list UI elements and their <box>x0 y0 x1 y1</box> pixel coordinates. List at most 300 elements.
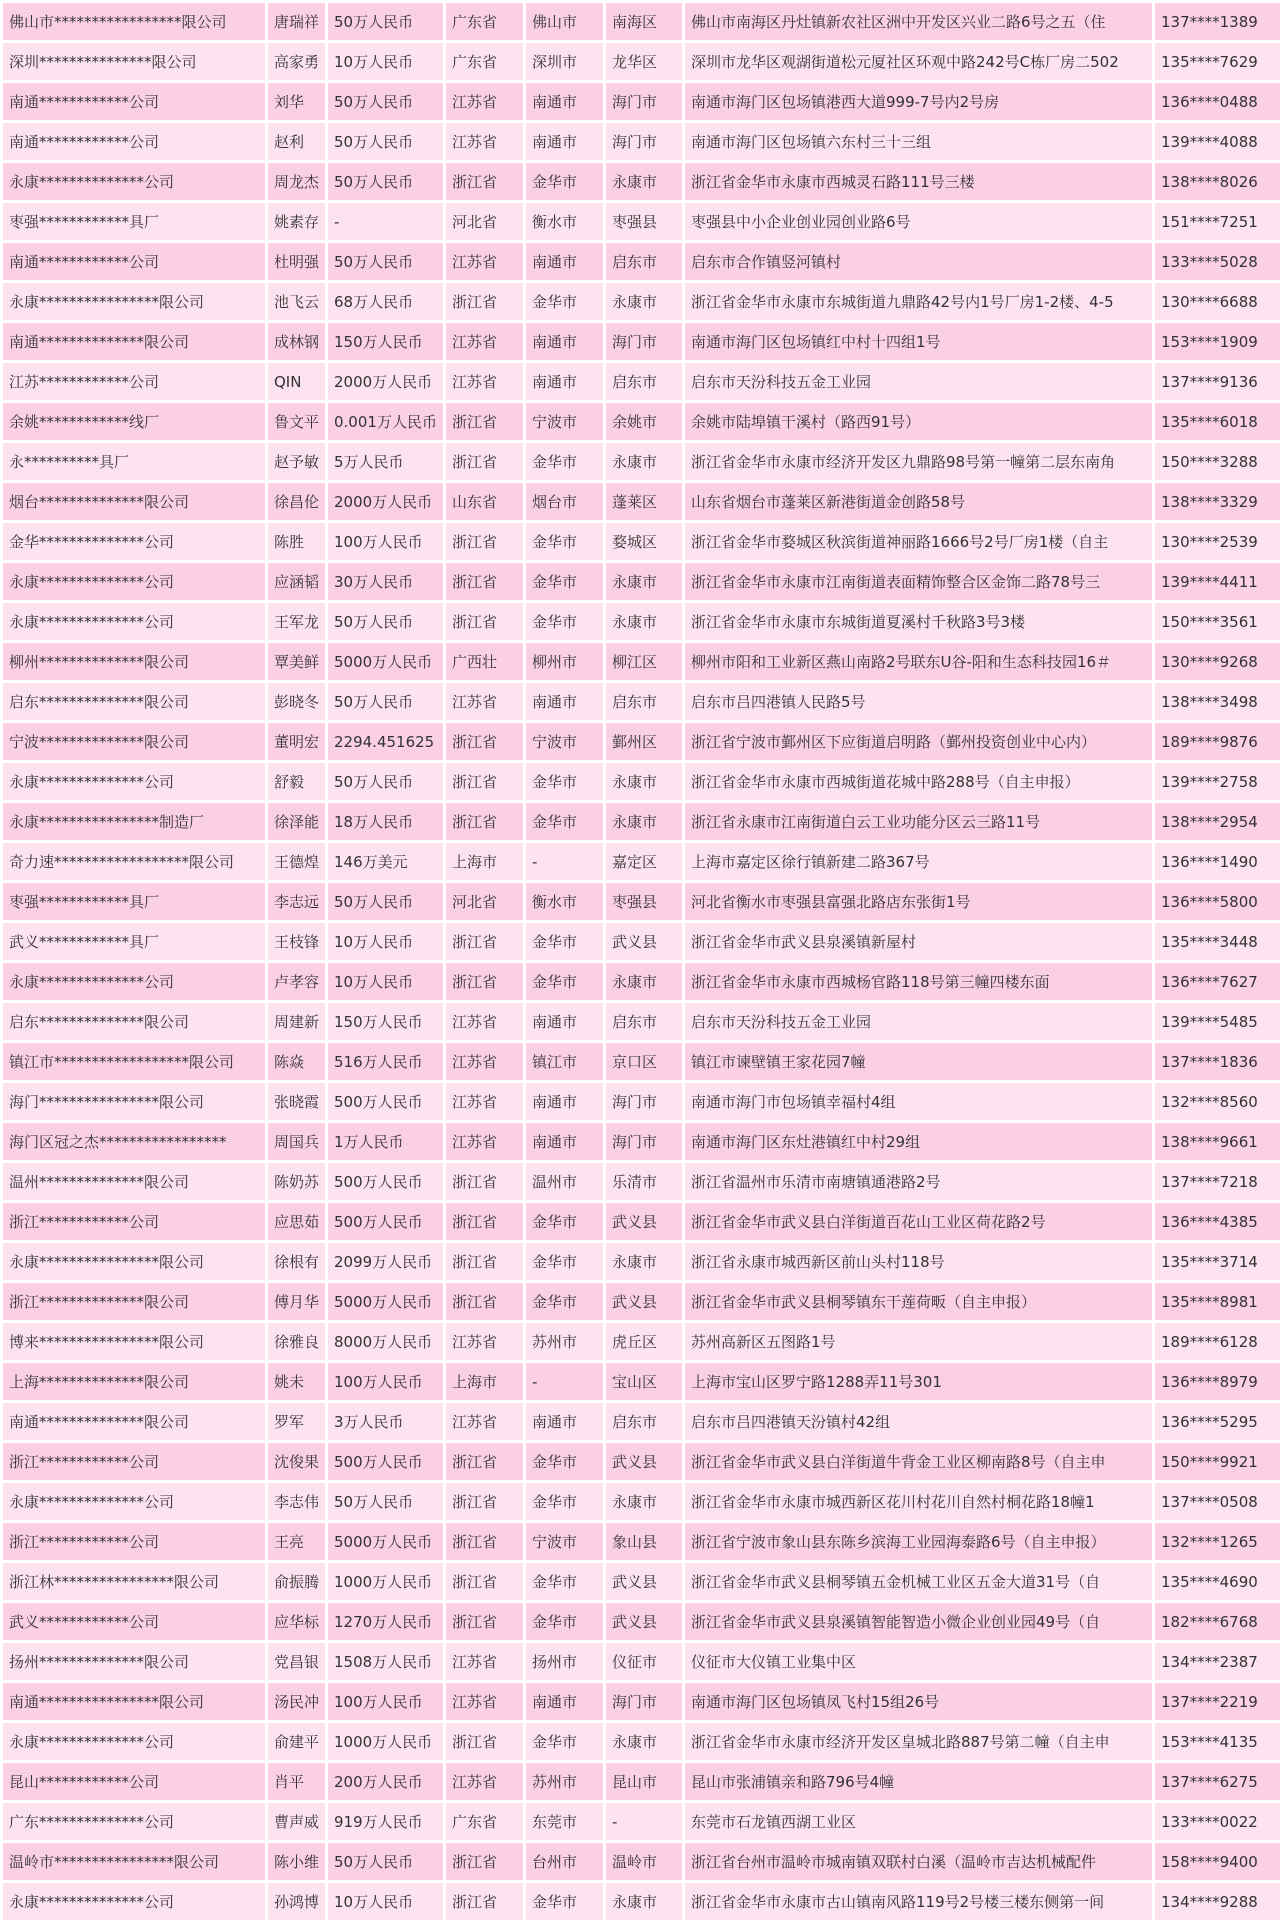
company-name-cell: 启东**************限公司 <box>2 682 267 722</box>
contact-name-cell: 陈奶苏 <box>267 1162 327 1202</box>
contact-name-cell: QIN <box>267 362 327 402</box>
registered-capital-cell: 10万人民币 <box>327 922 445 962</box>
phone-cell: 132****1265 <box>1154 1522 1280 1562</box>
city-cell: 衡水市 <box>525 882 605 922</box>
table-row <box>2 162 1280 202</box>
province-cell: 浙江省 <box>445 562 525 602</box>
city-cell: 金华市 <box>525 1202 605 1242</box>
contact-name-cell: 周国兵 <box>267 1122 327 1162</box>
district-cell: 启东市 <box>605 242 684 282</box>
company-name-cell: 余姚************线厂 <box>2 402 267 442</box>
province-cell: 江苏省 <box>445 1682 525 1722</box>
city-cell: 金华市 <box>525 162 605 202</box>
district-cell: 枣强县 <box>605 202 684 242</box>
province-cell: 浙江省 <box>445 162 525 202</box>
address-cell: 浙江省宁波市鄞州区下应街道启明路（鄞州投资创业中心内） <box>684 722 1154 762</box>
contact-name-cell: 鲁文平 <box>267 402 327 442</box>
phone-cell: 137****0508 <box>1154 1482 1280 1522</box>
contact-name-cell: 俞建平 <box>267 1722 327 1762</box>
city-cell: 金华市 <box>525 522 605 562</box>
contact-name-cell: 王军龙 <box>267 602 327 642</box>
registered-capital-cell: 1270万人民币 <box>327 1602 445 1642</box>
address-cell: 浙江省金华市永康市古山镇南风路119号2号楼三楼东侧第一间 <box>684 1882 1154 1920</box>
address-cell: 启东市吕四港镇人民路5号 <box>684 682 1154 722</box>
company-name-cell: 南通**************限公司 <box>2 1402 267 1442</box>
address-cell: 浙江省台州市温岭市城南镇双联村白溪（温岭市吉达机械配件 <box>684 1842 1154 1882</box>
province-cell: 浙江省 <box>445 1882 525 1920</box>
company-name-cell: 永康**************公司 <box>2 962 267 1002</box>
contact-name-cell: 赵予敏 <box>267 442 327 482</box>
city-cell: 金华市 <box>525 1722 605 1762</box>
phone-cell: 130****6688 <box>1154 282 1280 322</box>
table-row <box>2 522 1280 562</box>
table-row <box>2 1802 1280 1842</box>
table-row <box>2 1562 1280 1602</box>
contact-name-cell: 舒毅 <box>267 762 327 802</box>
district-cell: 武义县 <box>605 922 684 962</box>
district-cell: 南海区 <box>605 2 684 42</box>
province-cell: 江苏省 <box>445 1322 525 1362</box>
table-row <box>2 402 1280 442</box>
province-cell: 江苏省 <box>445 242 525 282</box>
address-cell: 南通市海门区包场镇六东村三十三组 <box>684 122 1154 162</box>
table-row <box>2 602 1280 642</box>
province-cell: 浙江省 <box>445 1602 525 1642</box>
table-row <box>2 1842 1280 1882</box>
district-cell: 永康市 <box>605 1722 684 1762</box>
table-row <box>2 1442 1280 1482</box>
contact-name-cell: 王亮 <box>267 1522 327 1562</box>
table-row <box>2 1082 1280 1122</box>
city-cell: 扬州市 <box>525 1642 605 1682</box>
province-cell: 河北省 <box>445 882 525 922</box>
phone-cell: 134****2387 <box>1154 1642 1280 1682</box>
district-cell: 永康市 <box>605 1242 684 1282</box>
registered-capital-cell: 500万人民币 <box>327 1082 445 1122</box>
contact-name-cell: 王枝锋 <box>267 922 327 962</box>
table-row <box>2 42 1280 82</box>
city-cell: 台州市 <box>525 1842 605 1882</box>
table-row <box>2 722 1280 762</box>
table-row <box>2 82 1280 122</box>
city-cell: 金华市 <box>525 282 605 322</box>
district-cell: 启东市 <box>605 1002 684 1042</box>
contact-name-cell: 李志伟 <box>267 1482 327 1522</box>
address-cell: 河北省衡水市枣强县富强北路店东张街1号 <box>684 882 1154 922</box>
phone-cell: 137****7218 <box>1154 1162 1280 1202</box>
address-cell: 浙江省金华市武义县泉溪镇智能智造小微企业创业园49号（自 <box>684 1602 1154 1642</box>
company-name-cell: 永康**************公司 <box>2 562 267 602</box>
registered-capital-cell: 50万人民币 <box>327 122 445 162</box>
table-row <box>2 1602 1280 1642</box>
address-cell: 昆山市张浦镇亲和路796号4幢 <box>684 1762 1154 1802</box>
city-cell: 宁波市 <box>525 722 605 762</box>
address-cell: 启东市天汾科技五金工业园 <box>684 1002 1154 1042</box>
address-cell: 东莞市石龙镇西湖工业区 <box>684 1802 1154 1842</box>
phone-cell: 137****9136 <box>1154 362 1280 402</box>
province-cell: 浙江省 <box>445 1522 525 1562</box>
district-cell: 柳江区 <box>605 642 684 682</box>
phone-cell: 137****2219 <box>1154 1682 1280 1722</box>
contact-name-cell: 王德煌 <box>267 842 327 882</box>
district-cell: 海门市 <box>605 122 684 162</box>
phone-cell: 135****3448 <box>1154 922 1280 962</box>
contact-name-cell: 姚未 <box>267 1362 327 1402</box>
district-cell: 海门市 <box>605 1682 684 1722</box>
phone-cell: 158****9400 <box>1154 1842 1280 1882</box>
city-cell: 南通市 <box>525 1122 605 1162</box>
registered-capital-cell: 146万美元 <box>327 842 445 882</box>
province-cell: 江苏省 <box>445 1122 525 1162</box>
contact-name-cell: 汤民冲 <box>267 1682 327 1722</box>
contact-name-cell: 俞振腾 <box>267 1562 327 1602</box>
registered-capital-cell: 200万人民币 <box>327 1762 445 1802</box>
registered-capital-cell: 50万人民币 <box>327 602 445 642</box>
address-cell: 南通市海门市包场镇幸福村4组 <box>684 1082 1154 1122</box>
city-cell: 金华市 <box>525 1482 605 1522</box>
contact-name-cell: 刘华 <box>267 82 327 122</box>
contact-name-cell: 陈胜 <box>267 522 327 562</box>
province-cell: 江苏省 <box>445 82 525 122</box>
registered-capital-cell: 150万人民币 <box>327 322 445 362</box>
phone-cell: 135****6018 <box>1154 402 1280 442</box>
table-row <box>2 482 1280 522</box>
registered-capital-cell: 68万人民币 <box>327 282 445 322</box>
company-name-cell: 江苏************公司 <box>2 362 267 402</box>
address-cell: 浙江省金华市永康市东城街道九鼎路42号内1号厂房1-2楼、4-5 <box>684 282 1154 322</box>
address-cell: 南通市海门区包场镇港西大道999-7号内2号房 <box>684 82 1154 122</box>
company-name-cell: 南通****************限公司 <box>2 1682 267 1722</box>
phone-cell: 150****3288 <box>1154 442 1280 482</box>
phone-cell: 189****9876 <box>1154 722 1280 762</box>
registered-capital-cell: 50万人民币 <box>327 1482 445 1522</box>
company-name-cell: 浙江************公司 <box>2 1202 267 1242</box>
phone-cell: 138****9661 <box>1154 1122 1280 1162</box>
phone-cell: 136****4385 <box>1154 1202 1280 1242</box>
province-cell: 浙江省 <box>445 1282 525 1322</box>
table-row <box>2 242 1280 282</box>
contact-name-cell: 傅月华 <box>267 1282 327 1322</box>
phone-cell: 136****5295 <box>1154 1402 1280 1442</box>
city-cell: 南通市 <box>525 1082 605 1122</box>
contact-name-cell: 成林钢 <box>267 322 327 362</box>
company-name-cell: 浙江**************限公司 <box>2 1282 267 1322</box>
phone-cell: 182****6768 <box>1154 1602 1280 1642</box>
province-cell: 浙江省 <box>445 522 525 562</box>
district-cell: 婺城区 <box>605 522 684 562</box>
table-row <box>2 442 1280 482</box>
phone-cell: 130****9268 <box>1154 642 1280 682</box>
province-cell: 浙江省 <box>445 1202 525 1242</box>
address-cell: 浙江省金华市婺城区秋滨街道神丽路1666号2号厂房1楼（自主 <box>684 522 1154 562</box>
district-cell: 乐清市 <box>605 1162 684 1202</box>
province-cell: 浙江省 <box>445 402 525 442</box>
table-row <box>2 1482 1280 1522</box>
table-row <box>2 1682 1280 1722</box>
city-cell: 金华市 <box>525 1242 605 1282</box>
company-name-cell: 武义************具厂 <box>2 922 267 962</box>
district-cell: 仪征市 <box>605 1642 684 1682</box>
phone-cell: 138****3329 <box>1154 482 1280 522</box>
registered-capital-cell: 919万人民币 <box>327 1802 445 1842</box>
phone-cell: 136****1490 <box>1154 842 1280 882</box>
registered-capital-cell: 50万人民币 <box>327 882 445 922</box>
registered-capital-cell: 2000万人民币 <box>327 482 445 522</box>
city-cell: 金华市 <box>525 1442 605 1482</box>
address-cell: 浙江省金华市永康市西城灵石路111号三楼 <box>684 162 1154 202</box>
city-cell: 深圳市 <box>525 42 605 82</box>
contact-name-cell: 陈焱 <box>267 1042 327 1082</box>
table-row <box>2 1162 1280 1202</box>
contact-name-cell: 应涵韬 <box>267 562 327 602</box>
address-cell: 南通市海门区东灶港镇红中村29组 <box>684 1122 1154 1162</box>
province-cell: 浙江省 <box>445 282 525 322</box>
phone-cell: 153****1909 <box>1154 322 1280 362</box>
phone-cell: 150****9921 <box>1154 1442 1280 1482</box>
province-cell: 浙江省 <box>445 802 525 842</box>
district-cell: 象山县 <box>605 1522 684 1562</box>
district-cell: 枣强县 <box>605 882 684 922</box>
registered-capital-cell: 50万人民币 <box>327 2 445 42</box>
phone-cell: 139****5485 <box>1154 1002 1280 1042</box>
table-row <box>2 202 1280 242</box>
company-name-cell: 扬州**************限公司 <box>2 1642 267 1682</box>
phone-cell: 136****0488 <box>1154 82 1280 122</box>
table-row <box>2 1882 1280 1920</box>
city-cell: 金华市 <box>525 562 605 602</box>
company-name-cell: 柳州**************限公司 <box>2 642 267 682</box>
company-name-cell: 上海**************限公司 <box>2 1362 267 1402</box>
table-row <box>2 322 1280 362</box>
company-name-cell: 烟台**************限公司 <box>2 482 267 522</box>
address-cell: 浙江省金华市永康市城西新区花川村花川自然村桐花路18幢1 <box>684 1482 1154 1522</box>
district-cell: 海门市 <box>605 1122 684 1162</box>
address-cell: 柳州市阳和工业新区燕山南路2号联东U谷-阳和生态科技园16＃ <box>684 642 1154 682</box>
province-cell: 浙江省 <box>445 1242 525 1282</box>
city-cell: 南通市 <box>525 322 605 362</box>
registered-capital-cell: 3万人民币 <box>327 1402 445 1442</box>
city-cell: 苏州市 <box>525 1762 605 1802</box>
city-cell: 柳州市 <box>525 642 605 682</box>
city-cell: 衡水市 <box>525 202 605 242</box>
contact-name-cell: 高家勇 <box>267 42 327 82</box>
phone-cell: 138****8026 <box>1154 162 1280 202</box>
address-cell: 启东市吕四港镇天汾镇村42组 <box>684 1402 1154 1442</box>
address-cell: 启东市天汾科技五金工业园 <box>684 362 1154 402</box>
registered-capital-cell: 5000万人民币 <box>327 642 445 682</box>
company-name-cell: 宁波**************限公司 <box>2 722 267 762</box>
phone-cell: 151****7251 <box>1154 202 1280 242</box>
registered-capital-cell: 50万人民币 <box>327 1842 445 1882</box>
contact-name-cell: 肖平 <box>267 1762 327 1802</box>
address-cell: 浙江省金华市永康市东城街道夏溪村千秋路3号3楼 <box>684 602 1154 642</box>
district-cell: 武义县 <box>605 1562 684 1602</box>
registered-capital-cell: 2294.451625 <box>327 722 445 762</box>
phone-cell: 135****8981 <box>1154 1282 1280 1322</box>
district-cell: 永康市 <box>605 162 684 202</box>
company-name-cell: 佛山市*****************限公司 <box>2 2 267 42</box>
registered-capital-cell: 1万人民币 <box>327 1122 445 1162</box>
province-cell: 浙江省 <box>445 442 525 482</box>
district-cell: 嘉定区 <box>605 842 684 882</box>
phone-cell: 150****3561 <box>1154 602 1280 642</box>
company-name-cell: 博来****************限公司 <box>2 1322 267 1362</box>
district-cell: 温岭市 <box>605 1842 684 1882</box>
registered-capital-cell: 50万人民币 <box>327 82 445 122</box>
district-cell: 永康市 <box>605 802 684 842</box>
table-row <box>2 1282 1280 1322</box>
company-name-cell: 南通************公司 <box>2 242 267 282</box>
contact-name-cell: 周建新 <box>267 1002 327 1042</box>
address-cell: 枣强县中小企业创业园创业路6号 <box>684 202 1154 242</box>
address-cell: 佛山市南海区丹灶镇新农社区洲中开发区兴业二路6号之五（住 <box>684 2 1154 42</box>
contact-name-cell: 董明宏 <box>267 722 327 762</box>
table-row <box>2 122 1280 162</box>
city-cell: 南通市 <box>525 82 605 122</box>
province-cell: 广东省 <box>445 2 525 42</box>
phone-cell: 139****4088 <box>1154 122 1280 162</box>
registered-capital-cell: 516万人民币 <box>327 1042 445 1082</box>
province-cell: 浙江省 <box>445 1562 525 1602</box>
company-name-cell: 海门****************限公司 <box>2 1082 267 1122</box>
district-cell: 龙华区 <box>605 42 684 82</box>
contact-name-cell: 周龙杰 <box>267 162 327 202</box>
contact-name-cell: 覃美鲜 <box>267 642 327 682</box>
district-cell: 永康市 <box>605 962 684 1002</box>
table-row <box>2 922 1280 962</box>
registered-capital-cell: 500万人民币 <box>327 1442 445 1482</box>
contact-name-cell: 徐昌伦 <box>267 482 327 522</box>
table-row <box>2 1362 1280 1402</box>
contact-name-cell: 杜明强 <box>267 242 327 282</box>
district-cell: 永康市 <box>605 1482 684 1522</box>
address-cell: 苏州高新区五图路1号 <box>684 1322 1154 1362</box>
company-name-cell: 永康****************限公司 <box>2 282 267 322</box>
district-cell: 海门市 <box>605 1082 684 1122</box>
table-row <box>2 1722 1280 1762</box>
province-cell: 浙江省 <box>445 602 525 642</box>
city-cell: 镇江市 <box>525 1042 605 1082</box>
company-name-cell: 广东**************公司 <box>2 1802 267 1842</box>
phone-cell: 189****6128 <box>1154 1322 1280 1362</box>
contact-name-cell: 卢孝容 <box>267 962 327 1002</box>
address-cell: 余姚市陆埠镇干溪村（路西91号） <box>684 402 1154 442</box>
registered-capital-cell: 100万人民币 <box>327 522 445 562</box>
address-cell: 上海市宝山区罗宁路1288弄11号301 <box>684 1362 1154 1402</box>
registered-capital-cell: 5000万人民币 <box>327 1522 445 1562</box>
district-cell: 永康市 <box>605 442 684 482</box>
contact-name-cell: 沈俊果 <box>267 1442 327 1482</box>
phone-cell: 137****6275 <box>1154 1762 1280 1802</box>
province-cell: 浙江省 <box>445 962 525 1002</box>
city-cell: 苏州市 <box>525 1322 605 1362</box>
province-cell: 江苏省 <box>445 1082 525 1122</box>
address-cell: 浙江省金华市武义县桐琴镇东干莲荷畈（自主申报） <box>684 1282 1154 1322</box>
company-name-cell: 永康**************公司 <box>2 1722 267 1762</box>
district-cell: 武义县 <box>605 1282 684 1322</box>
registered-capital-cell: 10万人民币 <box>327 1882 445 1920</box>
company-name-cell: 南通************公司 <box>2 122 267 162</box>
contact-name-cell: 张晓霞 <box>267 1082 327 1122</box>
district-cell: 宝山区 <box>605 1362 684 1402</box>
city-cell: 金华市 <box>525 1282 605 1322</box>
city-cell: 宁波市 <box>525 402 605 442</box>
registered-capital-cell: 30万人民币 <box>327 562 445 602</box>
phone-cell: 136****5800 <box>1154 882 1280 922</box>
table-row <box>2 362 1280 402</box>
registered-capital-cell: 100万人民币 <box>327 1362 445 1402</box>
province-cell: 上海市 <box>445 1362 525 1402</box>
registered-capital-cell: 1000万人民币 <box>327 1562 445 1602</box>
registered-capital-cell: 10万人民币 <box>327 962 445 1002</box>
city-cell: 南通市 <box>525 242 605 282</box>
district-cell: 启东市 <box>605 682 684 722</box>
district-cell: 永康市 <box>605 762 684 802</box>
district-cell: 启东市 <box>605 362 684 402</box>
company-name-cell: 海门区冠之杰***************** <box>2 1122 267 1162</box>
company-name-cell: 启东**************限公司 <box>2 1002 267 1042</box>
city-cell: 金华市 <box>525 1562 605 1602</box>
contact-name-cell: 李志远 <box>267 882 327 922</box>
phone-cell: 137****1836 <box>1154 1042 1280 1082</box>
city-cell: 南通市 <box>525 362 605 402</box>
phone-cell: 133****5028 <box>1154 242 1280 282</box>
table-row <box>2 882 1280 922</box>
contact-name-cell: 赵利 <box>267 122 327 162</box>
registered-capital-cell: - <box>327 202 445 242</box>
company-name-cell: 永康**************公司 <box>2 1482 267 1522</box>
province-cell: 山东省 <box>445 482 525 522</box>
city-cell: 南通市 <box>525 1682 605 1722</box>
registered-capital-cell: 5000万人民币 <box>327 1282 445 1322</box>
city-cell: - <box>525 1362 605 1402</box>
province-cell: 浙江省 <box>445 1722 525 1762</box>
phone-cell: 134****9288 <box>1154 1882 1280 1920</box>
company-name-cell: 武义************公司 <box>2 1602 267 1642</box>
company-name-cell: 奇力速******************限公司 <box>2 842 267 882</box>
company-name-cell: 永康**************公司 <box>2 762 267 802</box>
table-row <box>2 2 1280 42</box>
address-cell: 浙江省金华市武义县白洋街道牛背金工业区柳南路8号（自主申 <box>684 1442 1154 1482</box>
city-cell: 佛山市 <box>525 2 605 42</box>
province-cell: 浙江省 <box>445 1162 525 1202</box>
company-name-cell: 镇江市******************限公司 <box>2 1042 267 1082</box>
district-cell: 武义县 <box>605 1602 684 1642</box>
province-cell: 江苏省 <box>445 1402 525 1442</box>
province-cell: 浙江省 <box>445 762 525 802</box>
phone-cell: 138****2954 <box>1154 802 1280 842</box>
address-cell: 浙江省金华市永康市经济开发区九鼎路98号第一幢第二层东南角 <box>684 442 1154 482</box>
phone-cell: 153****4135 <box>1154 1722 1280 1762</box>
province-cell: 浙江省 <box>445 722 525 762</box>
contact-name-cell: 唐瑞祥 <box>267 2 327 42</box>
company-name-cell: 浙江林****************限公司 <box>2 1562 267 1602</box>
table-row <box>2 1202 1280 1242</box>
contact-name-cell: 徐泽能 <box>267 802 327 842</box>
phone-cell: 133****0022 <box>1154 1802 1280 1842</box>
district-cell: 永康市 <box>605 602 684 642</box>
company-name-cell: 浙江************公司 <box>2 1522 267 1562</box>
address-cell: 南通市海门区包场镇凤飞村15组26号 <box>684 1682 1154 1722</box>
phone-cell: 132****8560 <box>1154 1082 1280 1122</box>
registered-capital-cell: 50万人民币 <box>327 242 445 282</box>
city-cell: 金华市 <box>525 442 605 482</box>
address-cell: 浙江省金华市永康市经济开发区皇城北路887号第二幢（自主申 <box>684 1722 1154 1762</box>
province-cell: 江苏省 <box>445 1002 525 1042</box>
city-cell: 烟台市 <box>525 482 605 522</box>
table-row <box>2 1522 1280 1562</box>
table-row <box>2 1242 1280 1282</box>
